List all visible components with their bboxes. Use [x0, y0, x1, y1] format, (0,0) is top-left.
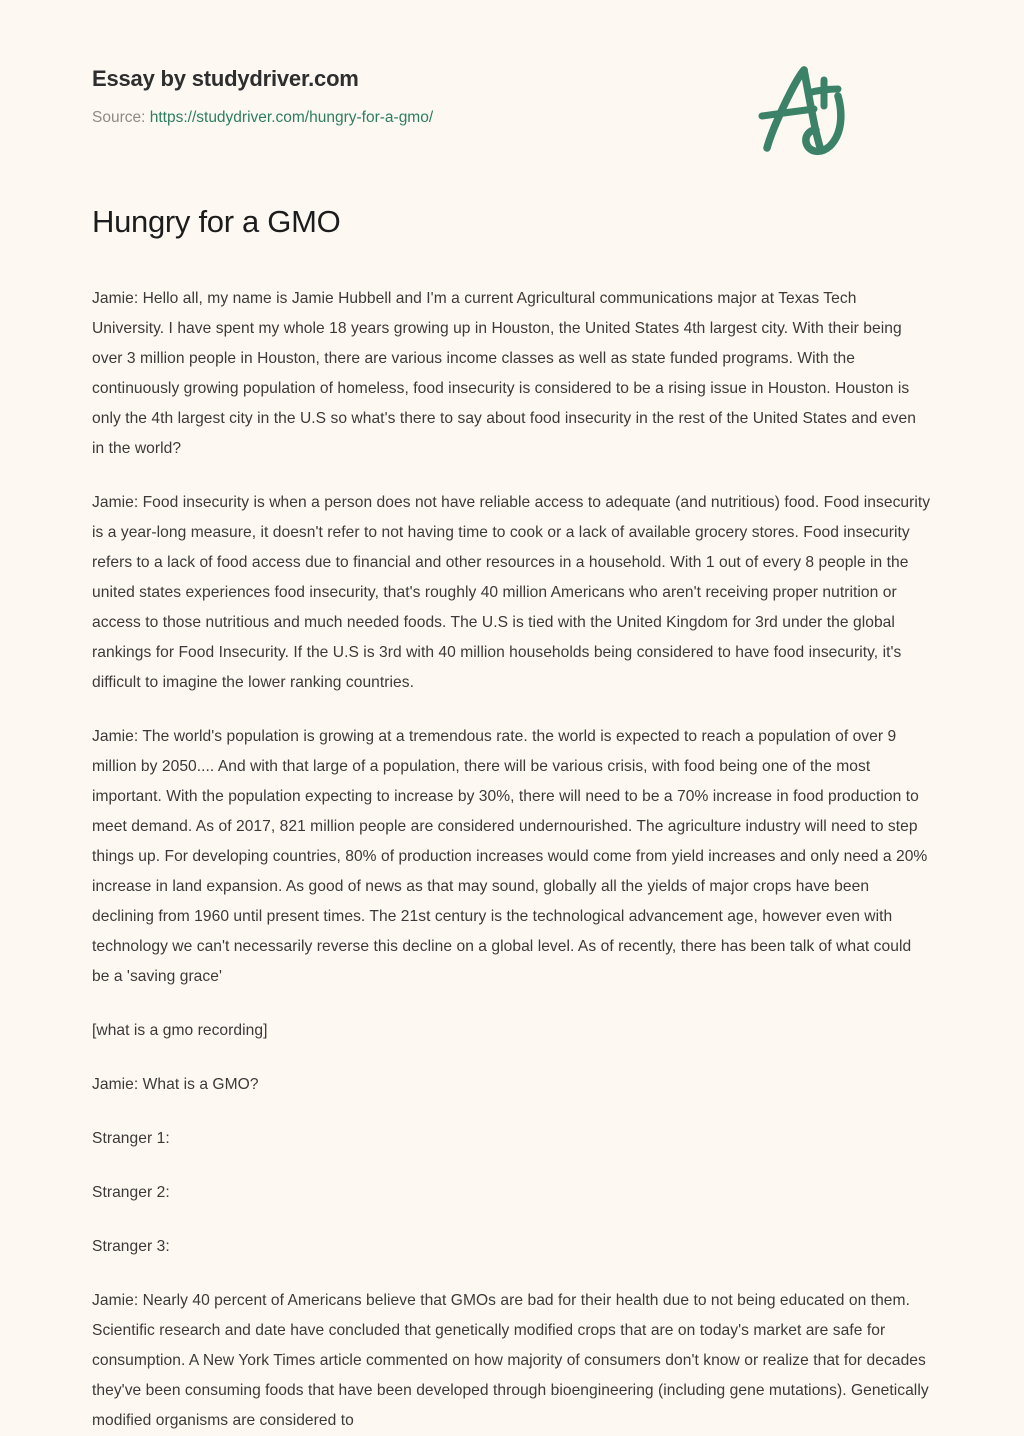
paragraph-stranger-3: Stranger 3:: [92, 1238, 170, 1256]
source-label: Source:: [92, 109, 146, 127]
paragraph: Jamie: Food insecurity is when a person does not have reliable access to adequate (and nutritious) food. Food insecurity is a year-long measure, it doesn't refer to not having time to cook or a lack of available grocery stores. Food insecurity refers to a lack of food access due to financial and other resources in a household. With 1 out of every 8 people in the united states experiences food insecurity, that's roughly 40 million Americans who aren't receiving proper nutrition or access to those nutritious and much needed foods. The U.S is tied with the United Kingdom for 3rd under the global rankings for Food Insecurity. If the U.S is 3rd with 40 million households being considered to have food insecurity, it's difficult to imagine the lower ranking countries.: [92, 494, 931, 692]
page-title: Hungry for a GMO: [92, 204, 341, 239]
source-url-link[interactable]: https://studydriver.com/hungry-for-a-gmo/: [149, 109, 434, 127]
paragraph: Jamie: Hello all, my name is Jamie Hubbell and I'm a current Agricultural communications major at Texas Tech University. I have spent my whole 18 years growing up in Houston, the United States 4th largest city. With their being over 3 million people in Houston, there are various income classes as well as state funded programs. With the continuously growing population of homeless, food insecurity is considered to be a rising issue in Houston. Houston is only the 4th largest city in the U.S so what's there to say about food insecurity in the rest of the United States and even in the world?: [92, 290, 916, 458]
brand-title: Essay by studydriver.com: [92, 66, 359, 91]
page-header: [92, 0, 932, 127]
paragraph-question: Jamie: What is a GMO?: [92, 1076, 259, 1094]
paragraph-stranger-2: Stranger 2:: [92, 1184, 170, 1202]
paragraph-recording-cue: [what is a gmo recording]: [92, 1022, 268, 1040]
source-line: [92, 108, 932, 128]
paragraph-stranger-1: Stranger 1:: [92, 1130, 170, 1148]
paragraph: Jamie: The world's population is growing at a tremendous rate. the world is expected to reach a population of over 9 million by 2050.... And with that large of a population, there will be various crisis, with food being one of the most important. With the population expecting to increase by 30%, there will need to be a 70% increase in food production to meet demand. As of 2017, 821 million people are considered undernourished. The agriculture industry will need to step things up. For developing countries, 80% of production increases would come from yield increases and only need a 20% increase in land expansion. As good of news as that may sound, globally all the yields of major crops have been declining from 1960 until present times. The 21st century is the technological advancement age, however even with technology we can't necessarily reverse this decline on a global level. As of recently, there has been talk of what could be a 'saving grace': [92, 728, 928, 986]
article-body: [92, 120, 932, 1436]
paragraph: Jamie: Nearly 40 percent of Americans believe that GMOs are bad for their health due to not being educated on them. Scientific research and date have concluded that genetically modified crops that are on today's market are safe for consumption. A New York Times article commented on how majority of consumers don't know or realize that for decades they've been consuming foods that have been developed through bioengineering (including gene mutations). Genetically modified organisms are considered to: [92, 1292, 929, 1430]
